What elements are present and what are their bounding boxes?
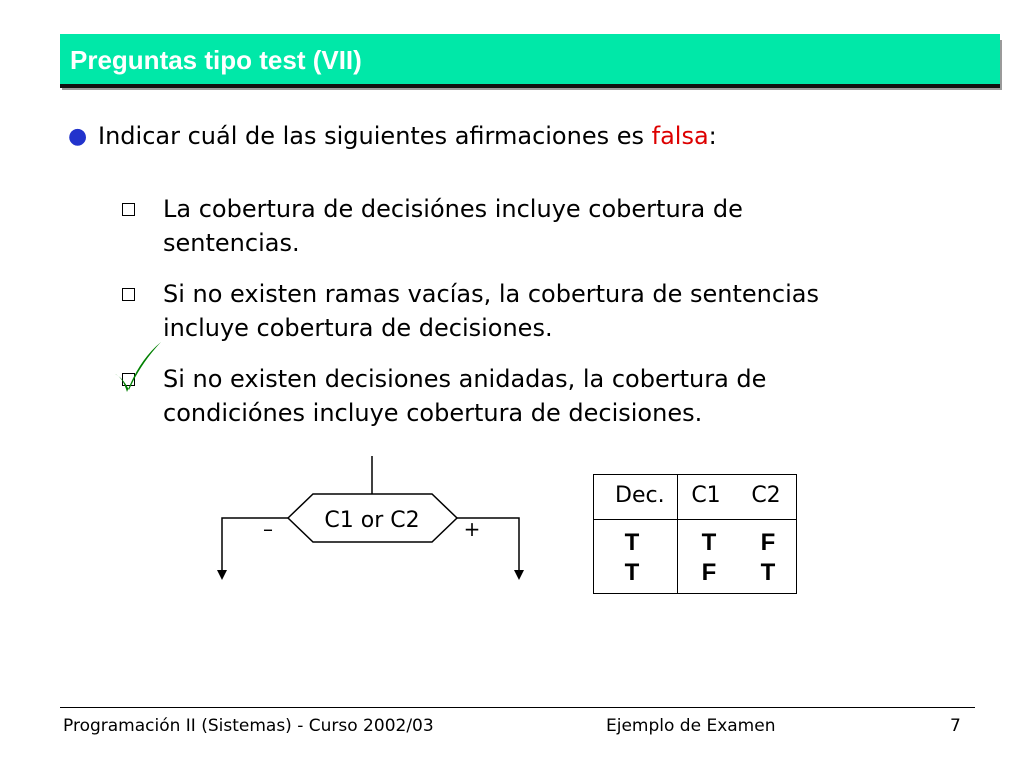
option-1-line-1: La cobertura de decisiónes incluye cobertura de <box>163 195 743 223</box>
table-cell: T <box>624 529 640 556</box>
table-header-c2: C2 <box>751 483 781 508</box>
decision-table <box>593 474 797 594</box>
table-header-dec: Dec. <box>615 483 665 508</box>
question-suffix: : <box>708 122 717 150</box>
false-branch-line <box>222 518 288 572</box>
true-branch-arrow-icon <box>514 570 524 580</box>
table-cell: T <box>624 559 640 586</box>
footer-divider <box>60 707 975 708</box>
footer-page-number: 7 <box>950 716 961 736</box>
table-row-divider <box>594 519 796 520</box>
table-cell: F <box>701 559 717 586</box>
false-branch-arrow-icon <box>217 570 227 580</box>
bullet-dot-icon: ● <box>68 124 88 149</box>
table-header-c1: C1 <box>691 483 721 508</box>
option-3-line-2: condiciónes incluye cobertura de decisiones. <box>163 399 703 427</box>
true-branch-label: + <box>463 517 481 541</box>
decision-condition: C1 or C2 <box>324 508 420 533</box>
footer-topic: Ejemplo de Examen <box>606 716 776 736</box>
table-cell: T <box>760 559 776 586</box>
table-cell: F <box>760 529 776 556</box>
false-branch-label: – <box>263 517 273 541</box>
option-2-line-2: incluye cobertura de decisiones. <box>163 314 553 342</box>
footer-course: Programación II (Sistemas) - Curso 2002/03 <box>63 716 434 736</box>
slide-title: Preguntas tipo test (VII) <box>70 45 362 75</box>
table-cell: T <box>701 529 717 556</box>
question-main: Indicar cuál de las siguientes afirmaciones es <box>98 122 652 150</box>
option-2-line-1: Si no existen ramas vacías, la cobertura de sentencias <box>163 280 819 308</box>
question-highlight: falsa <box>651 122 709 150</box>
table-column-divider <box>677 475 678 593</box>
option-1-line-2: sentencias. <box>163 229 300 257</box>
option-3-line-1: Si no existen decisiones anidadas, la cobertura de <box>163 365 767 393</box>
